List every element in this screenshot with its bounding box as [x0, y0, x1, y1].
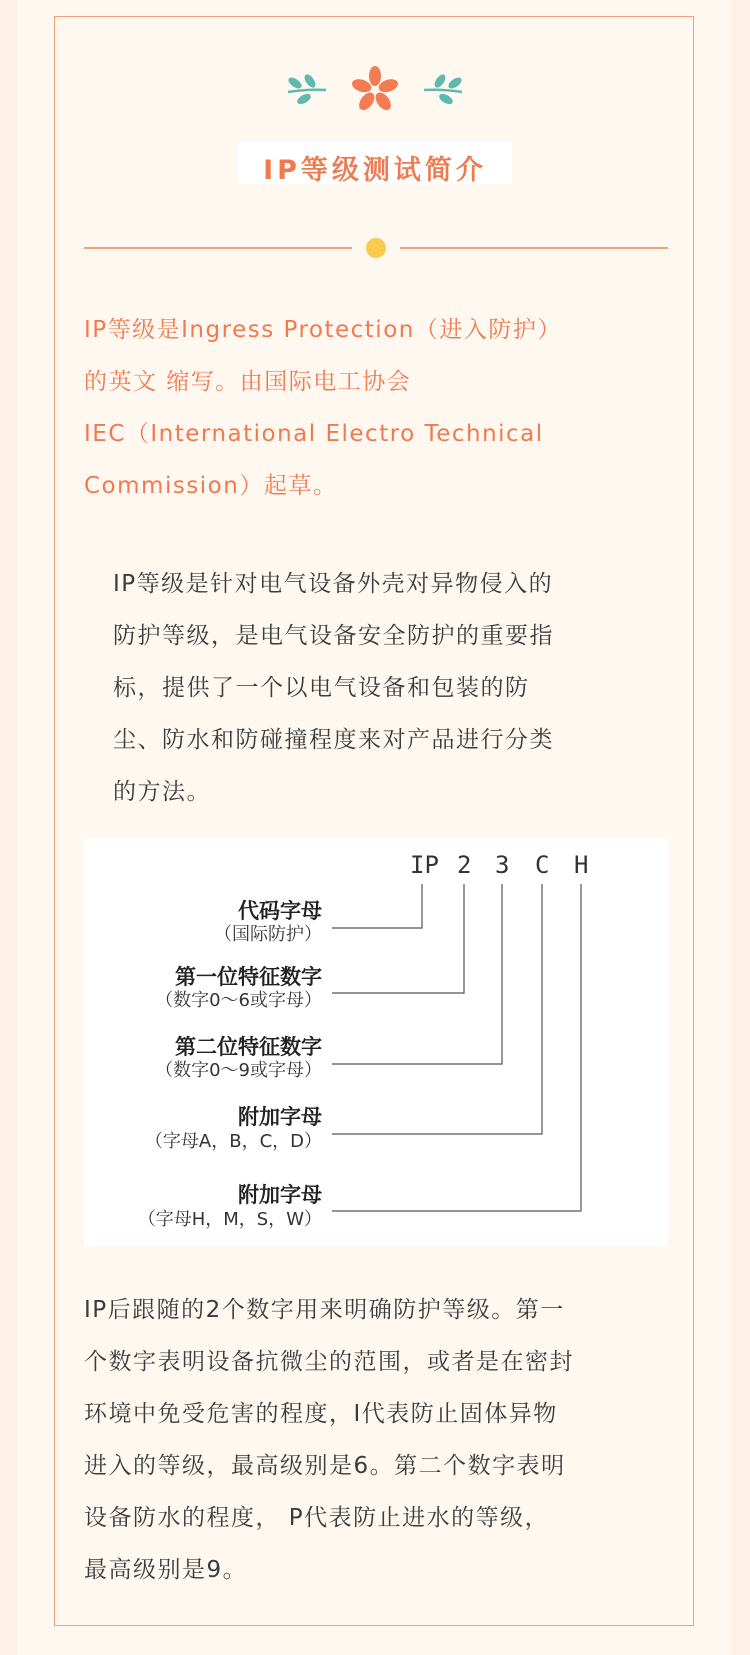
label-first-digit-note: （数字0～6或字母）: [155, 990, 322, 1011]
label-additional-letter-2-note: （字母H，M，S，W）: [137, 1209, 322, 1230]
definition-line: IP等级是针对电气设备外壳对异物侵入的: [113, 571, 554, 597]
page-title: IP等级测试简介: [263, 155, 487, 186]
explanation-paragraph: [84, 1284, 574, 1596]
left-leaf-icon: [287, 73, 326, 105]
label-additional-letter-1-note: （字母A，B，C，D）: [144, 1131, 322, 1152]
intro-line: IEC（International Electro Technical: [84, 421, 544, 447]
divider-right: [400, 247, 668, 249]
explanation-line: IP后跟随的2个数字用来明确防护等级。第一: [84, 1297, 565, 1323]
connector-ip: [332, 884, 422, 928]
code-letter-digit-2: 3: [495, 851, 510, 879]
title-banner: [238, 142, 512, 184]
divider-left: [84, 247, 352, 249]
intro-paragraph: [84, 304, 562, 512]
label-additional-letter-1: 附加字母: [238, 1105, 322, 1129]
intro-line: 的英文 缩写。由国际电工协会: [84, 369, 412, 395]
divider-dot-icon: [366, 238, 386, 258]
connector-digit-2: [332, 884, 502, 1064]
code-letter-digit-1: 2: [457, 851, 472, 879]
explanation-line: 环境中免受危害的程度，I代表防止固体异物: [84, 1401, 558, 1427]
explanation-line: 最高级别是9。: [84, 1557, 248, 1583]
definition-line: 的方法。: [113, 779, 211, 805]
definition-line: 标，提供了一个以电气设备和包装的防: [113, 675, 530, 701]
label-second-digit: 第二位特征数字: [175, 1035, 322, 1059]
explanation-line: 个数字表明设备抗微尘的范围，或者是在密封: [84, 1349, 574, 1375]
label-second-digit-note: （数字0～9或字母）: [155, 1060, 322, 1081]
definition-line: 防护等级，是电气设备安全防护的重要指: [113, 623, 554, 649]
right-leaf-icon: [424, 73, 463, 105]
definition-line: 尘、防水和防碰撞程度来对产品进行分类: [113, 727, 554, 753]
label-code-letter: 代码字母: [238, 899, 322, 923]
definition-paragraph: [113, 558, 554, 818]
code-letter-ip: IP: [410, 851, 439, 879]
connector-digit-1: [332, 884, 464, 993]
label-code-letter-note: （国际防护）: [214, 924, 322, 945]
intro-line: Commission）起草。: [84, 473, 338, 499]
explanation-line: 进入的等级，最高级别是6。第二个数字表明: [84, 1453, 566, 1479]
label-additional-letter-2: 附加字母: [238, 1183, 322, 1207]
diagram-connectors: [84, 838, 668, 1246]
code-letter-h: H: [574, 851, 589, 879]
explanation-line: 设备防水的程度， P代表防止进水的等级，: [84, 1505, 550, 1531]
intro-line: IP等级是Ingress Protection（进入防护）: [84, 317, 562, 343]
flower-icon: [350, 66, 399, 112]
connector-letter-c: [332, 884, 542, 1134]
connector-letter-h: [332, 884, 581, 1211]
code-letter-c: C: [535, 851, 550, 879]
ip-code-diagram: [84, 838, 668, 1246]
label-first-digit: 第一位特征数字: [175, 965, 322, 989]
title-ornament: [0, 62, 750, 112]
